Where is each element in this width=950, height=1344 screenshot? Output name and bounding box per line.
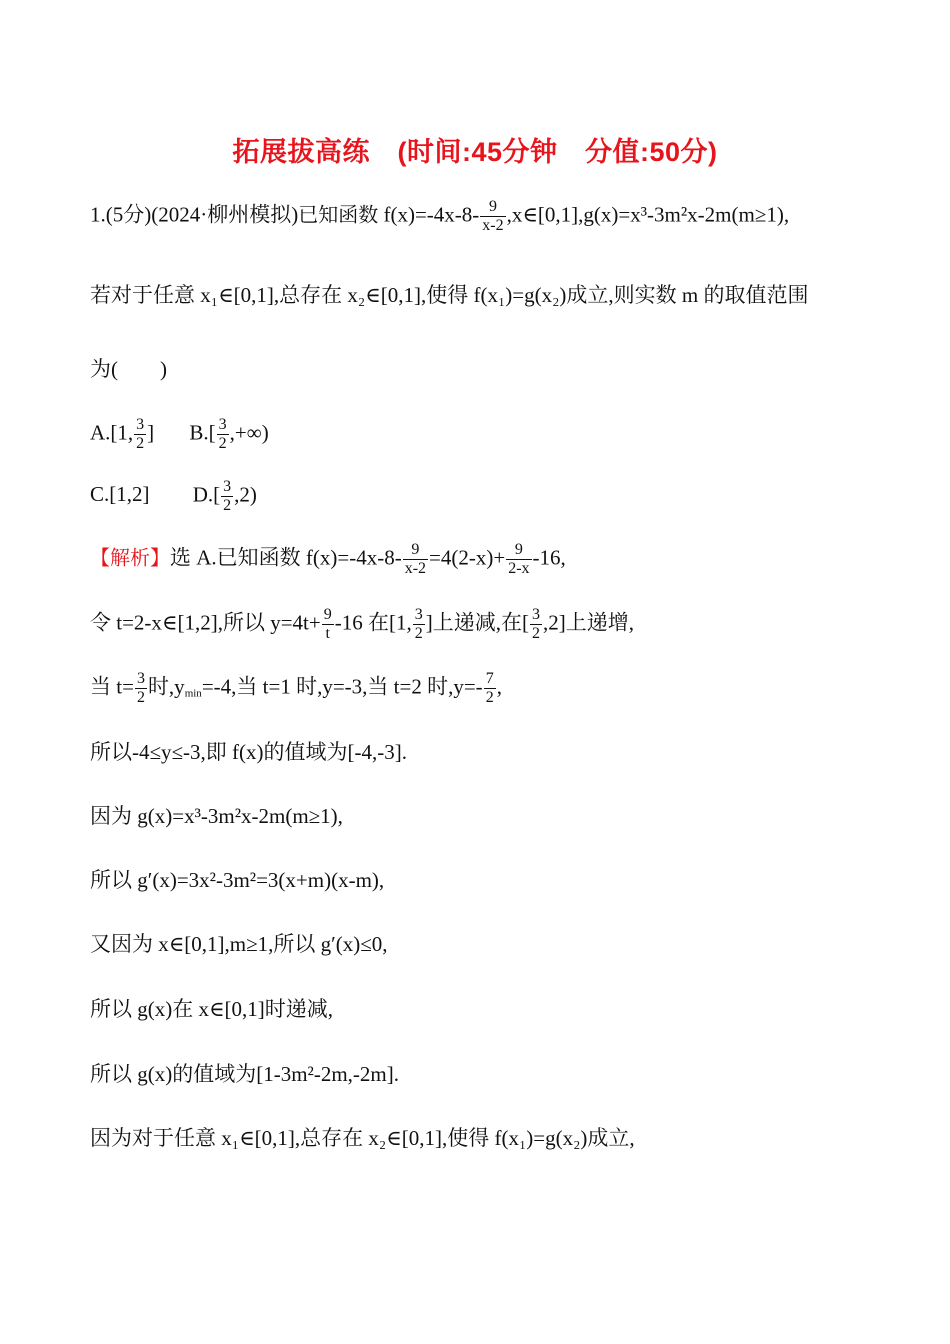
fraction-9-over-x-2: $\frac{9}{x-2}$ (482, 198, 504, 234)
fraction-3-over-2: $\frac{3}{2}$ (136, 416, 145, 452)
option-a[interactable]: A.[1, $\frac{3}{2}$ ] (90, 416, 155, 452)
fraction-3-over-2: $\frac{3}{2}$ (414, 606, 423, 642)
fraction-3-over-2: $\frac{3}{2}$ (218, 416, 227, 452)
question-1-lead: 已知函数 (298, 202, 379, 227)
solution-line-5: 因为 g(x)=x³-3m²x-2m(m≥1), (90, 804, 343, 828)
solution-line-8: 所以 g(x)在 x∈[0,1]时递减, (90, 997, 334, 1021)
domain-and-g-definition: ,x∈[0,1],g(x)=x³-3m²x-2m(m≥1), (506, 202, 790, 227)
fraction-3-over-2: $\frac{3}{2}$ (531, 606, 540, 642)
solution-line-3: 当 t= $\frac{3}{2}$ 时$,y_{min}=-4$,当 t=1 时,y=-3,当 t=2 时,y=- $\frac{7}{2}$ , (90, 670, 502, 706)
question-1-prefix: 1.(5分)(2024·柳州模拟) (90, 202, 299, 227)
solution-line-1: 【解析】选 A.已知函数 f(x)=-4x-8- $\frac{9}{x-2}$ =4(2-x)+ $\frac{9}{2-x}$ -16, (90, 541, 566, 577)
options-row-1 (90, 416, 269, 453)
question-1-line-2 (90, 281, 809, 309)
fraction-7-over-2: $\frac{7}{2}$ (485, 670, 494, 706)
question-1-line-1 (90, 198, 789, 235)
options-row-2 (90, 478, 257, 515)
solution-line-2: 令 t=2-x∈[1,2],所以 y=4t+ $\frac{9}{t}$ -16 在[1, $\frac{3}{2}$ ]上递减,在[ $\frac{3}{2}$ ,2]上递增, (90, 606, 634, 642)
fraction-9-over-t: $\frac{9}{t}$ (323, 606, 332, 642)
solution-line-6: 所以 g′(x)=3x²-3m²=3(x+m)(x-m), (90, 868, 385, 892)
option-d[interactable]: D.[ $\frac{3}{2}$ ,2) (192, 478, 257, 514)
analysis-tag: 【解析】 (90, 545, 170, 570)
fraction-9-over-2-x: $\frac{9}{2-x}$ (508, 541, 530, 577)
question-1-ask: 为( ) (90, 357, 167, 381)
fraction-3-over-2: $\frac{3}{2}$ (223, 478, 232, 514)
option-b[interactable]: B.[ $\frac{3}{2}$ ,+∞) (189, 416, 269, 452)
fraction-9-over-x-2: $\frac{9}{x-2}$ (404, 541, 427, 577)
f-definition: f(x)=-4x-8- (383, 202, 480, 227)
option-c[interactable]: C.[1,2] (90, 482, 150, 507)
solution-line-7: 又因为 x∈[0,1],m≥1,所以 g′(x)≤0, (90, 932, 388, 956)
question-1-line-3 (90, 355, 167, 383)
solution-line-9: 所以 g(x)的值域为[1-3m²-2m,-2m]. (90, 1062, 400, 1086)
solution-line-10: 因为对于任意 x₁∈[0,1],总存在 x₂∈[0,1],使得 f(x₁)=g(x₂)成立, (90, 1126, 635, 1150)
solution-line-4: 所以-4≤y≤-3,即 f(x)的值域为[-4,-3]. (90, 740, 407, 764)
question-1-condition: 若对于任意 x₁∈[0,1],总存在 x₂∈[0,1],使得 f(x₁)=g(x₂)成立,则实数 m 的取值范围 (90, 283, 809, 307)
fraction-3-over-2: $\frac{3}{2}$ (136, 670, 145, 706)
section-title: 拓展拔高练 (时间:45分钟 分值:50分) (232, 137, 718, 167)
